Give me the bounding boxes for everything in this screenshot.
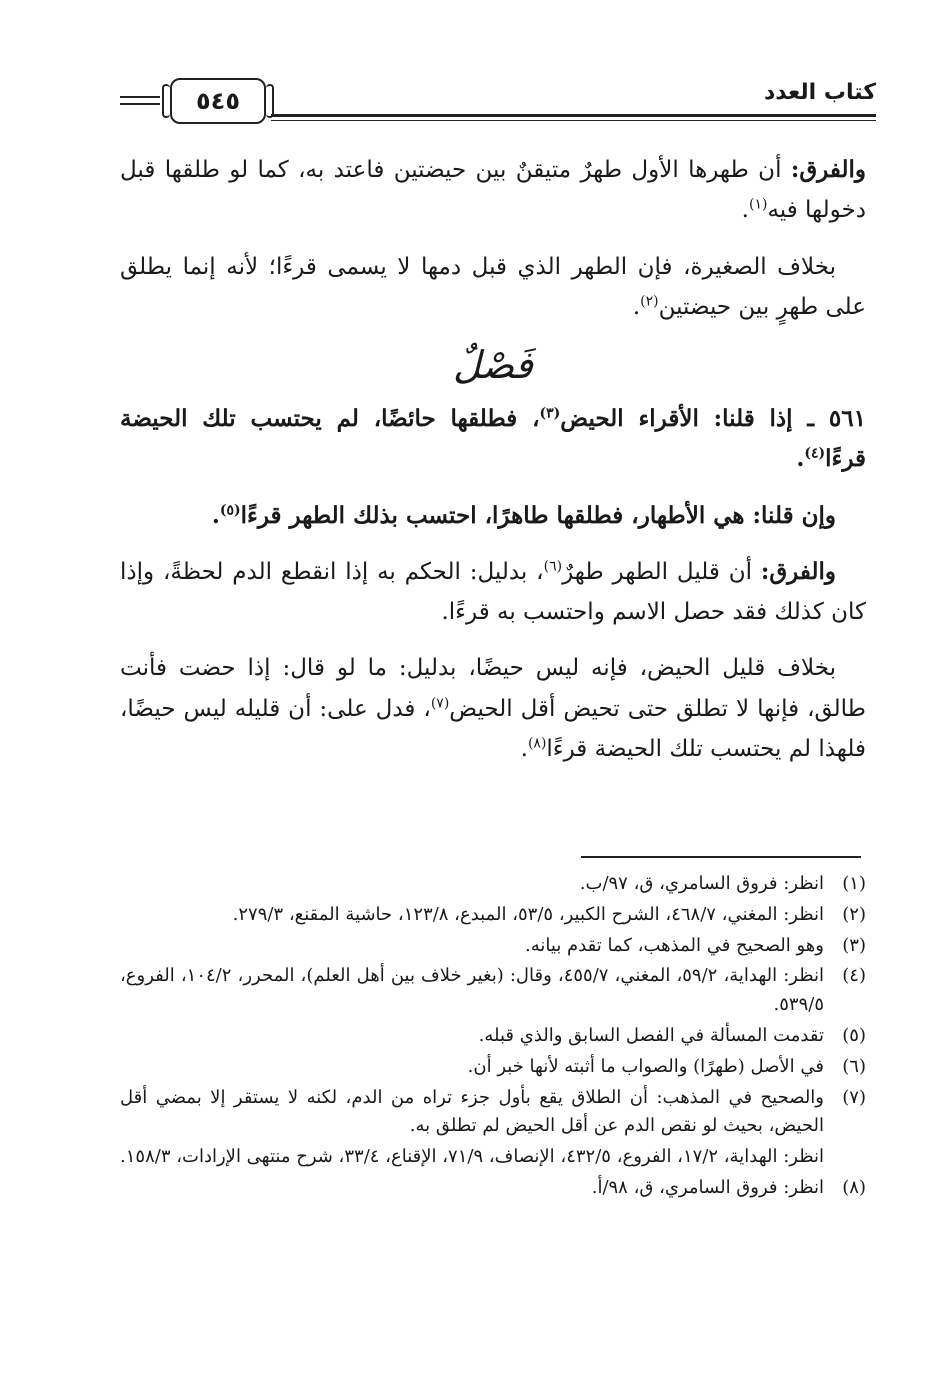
- issue-text: ٥٦١ ـ إذا قلنا: الأقراء الحيض: [560, 405, 866, 432]
- footnote-continuation: [120, 1143, 866, 1172]
- footnote-text: والصحيح في المذهب: أن الطلاق يقع بأول جزء تراه من الدم، لكنه لا يستقر إلا بمضي أقل الحيض، بحيث لو نقص الدم عن أقل الحيض لم تطلق به.: [120, 1086, 824, 1137]
- footnote-text: انظر: فروق السامري، ق، ٩٧/ب.: [579, 873, 824, 894]
- paragraph-text: أن طهرها الأول طهرٌ متيقنٌ بين حيضتين فاعتد به، كما لو طلقها قبل دخولها فيه: [120, 157, 866, 224]
- footnote-number: [824, 1143, 866, 1172]
- footnote-number: (٤): [842, 965, 866, 987]
- footnote-text: في الأصل (طهرًا) والصواب ما أثبته لأنها خبر أن.: [467, 1055, 824, 1077]
- paragraph-end: .: [632, 293, 641, 320]
- paragraph-text: بخلاف الصغيرة، فإن الطهر الذي قبل دمها لا يسمى قرءًا؛ لأنه إنما يطلق على طهرٍ بين حيضتين: [120, 253, 866, 320]
- footnote-separator: [581, 856, 861, 858]
- issue-end: .: [796, 445, 805, 473]
- paragraph-end: .: [520, 735, 528, 762]
- footnotes: [120, 870, 866, 1205]
- page-header: [120, 70, 876, 130]
- paragraph-text: أن قليل الطهر طهرٌ: [562, 558, 761, 585]
- paragraph: [120, 552, 866, 633]
- paragraph-text: بخلاف قليل الحيض، فإنه ليس حيضًا، بدليل: ما لو قال: إذا حضت فأنت طالق، فإنها لا تطلق حتى تحيض أقل الحيض: [120, 655, 866, 722]
- header-rule-thin: [271, 120, 876, 121]
- footnote: [120, 901, 866, 930]
- footnote-number: (٢): [842, 903, 866, 925]
- page-number: ٥٤٥: [170, 78, 266, 124]
- footnote-text: انظر: فروق السامري، ق، ٩٨/أ.: [591, 1176, 824, 1198]
- footnote-number: (١): [842, 873, 866, 894]
- main-text: [120, 150, 866, 785]
- footnote-ref: (٨): [527, 735, 547, 752]
- footnote: [120, 1022, 866, 1051]
- header-ornament-line: [120, 96, 160, 98]
- paragraph-text: ، فدل على: أن قليله ليس حيضًا، فلهذا لم يحتسب تلك الحيضة قرءًا: [120, 695, 866, 762]
- paragraph-end: .: [741, 197, 749, 224]
- footnote-text: انظر: الهداية، ٥٩/٢، المغني، ٤٥٥/٧، وقال: (بغير خلاف بين أهل العلم)، المحرر، ١٠٤/٢، الفروع، ٥٣٩/٥.: [120, 965, 825, 1016]
- issue-text: وإن قلنا: هي الأطهار، فطلقها طاهرًا، احتسب بذلك الطهر قرءًا: [240, 501, 836, 529]
- issue-paragraph: [120, 399, 866, 480]
- footnote-number: (٧): [842, 1086, 866, 1108]
- footnote-ref: (١): [748, 196, 768, 213]
- paragraph-lead: والفرق:: [790, 156, 866, 183]
- footnote: [120, 1053, 866, 1082]
- footnote-text: انظر: المغني، ٤٦٨/٧، الشرح الكبير، ٥٣/٥، المبدع، ١٢٣/٨، حاشية المقنع، ٢٧٩/٣.: [232, 903, 824, 925]
- paragraph-lead: والفرق:: [760, 557, 836, 585]
- issue-end: .: [211, 501, 220, 529]
- section-heading: فَصْلٌ: [453, 343, 533, 387]
- paragraph: [120, 247, 866, 328]
- footnote-ref: (٢): [640, 293, 659, 310]
- footnote-text: تقدمت المسألة في الفصل السابق والذي قبله.: [478, 1024, 824, 1046]
- paragraph: [120, 150, 866, 231]
- header-rule: [271, 114, 876, 117]
- footnote-ref: (٥): [219, 501, 241, 518]
- footnote: [120, 962, 866, 1020]
- footnote: [120, 1084, 866, 1142]
- footnote-text: انظر: الهداية، ١٧/٢، الفروع، ٤٣٢/٥، الإنصاف، ٧١/٩، الإقناع، ٣٣/٤، شرح منتهى الإرادات، ١٥٨/٣.: [120, 1146, 824, 1168]
- footnote: [120, 870, 866, 899]
- footnote-ref: (٧): [430, 694, 450, 711]
- footnote-text: وهو الصحيح في المذهب، كما تقدم بيانه.: [525, 934, 824, 956]
- footnote-ref: (٦): [543, 558, 563, 575]
- paragraph: [120, 648, 866, 769]
- issue-paragraph: [120, 496, 866, 536]
- footnote-number: (٦): [842, 1055, 866, 1077]
- footnote-ref: (٤): [804, 445, 826, 462]
- footnote-number: (٨): [842, 1176, 866, 1198]
- footnote: [120, 932, 866, 961]
- footnote: [120, 1174, 866, 1203]
- footnote-number: (٣): [842, 934, 866, 956]
- footnote-ref: (٣): [539, 405, 561, 422]
- issue-text: ، فطلقها حائضًا، لم يحتسب تلك الحيضة قرءًا: [120, 405, 866, 473]
- paragraph-text: ، بدليل: الحكم به إذا انقطع الدم لحظةً، وإذا كان كذلك فقد حصل الاسم واحتسب به قرءًا.: [120, 558, 866, 625]
- book-title: كتاب العدد: [763, 80, 876, 105]
- header-ornament-line: [120, 103, 160, 105]
- footnote-number: (٥): [842, 1024, 866, 1046]
